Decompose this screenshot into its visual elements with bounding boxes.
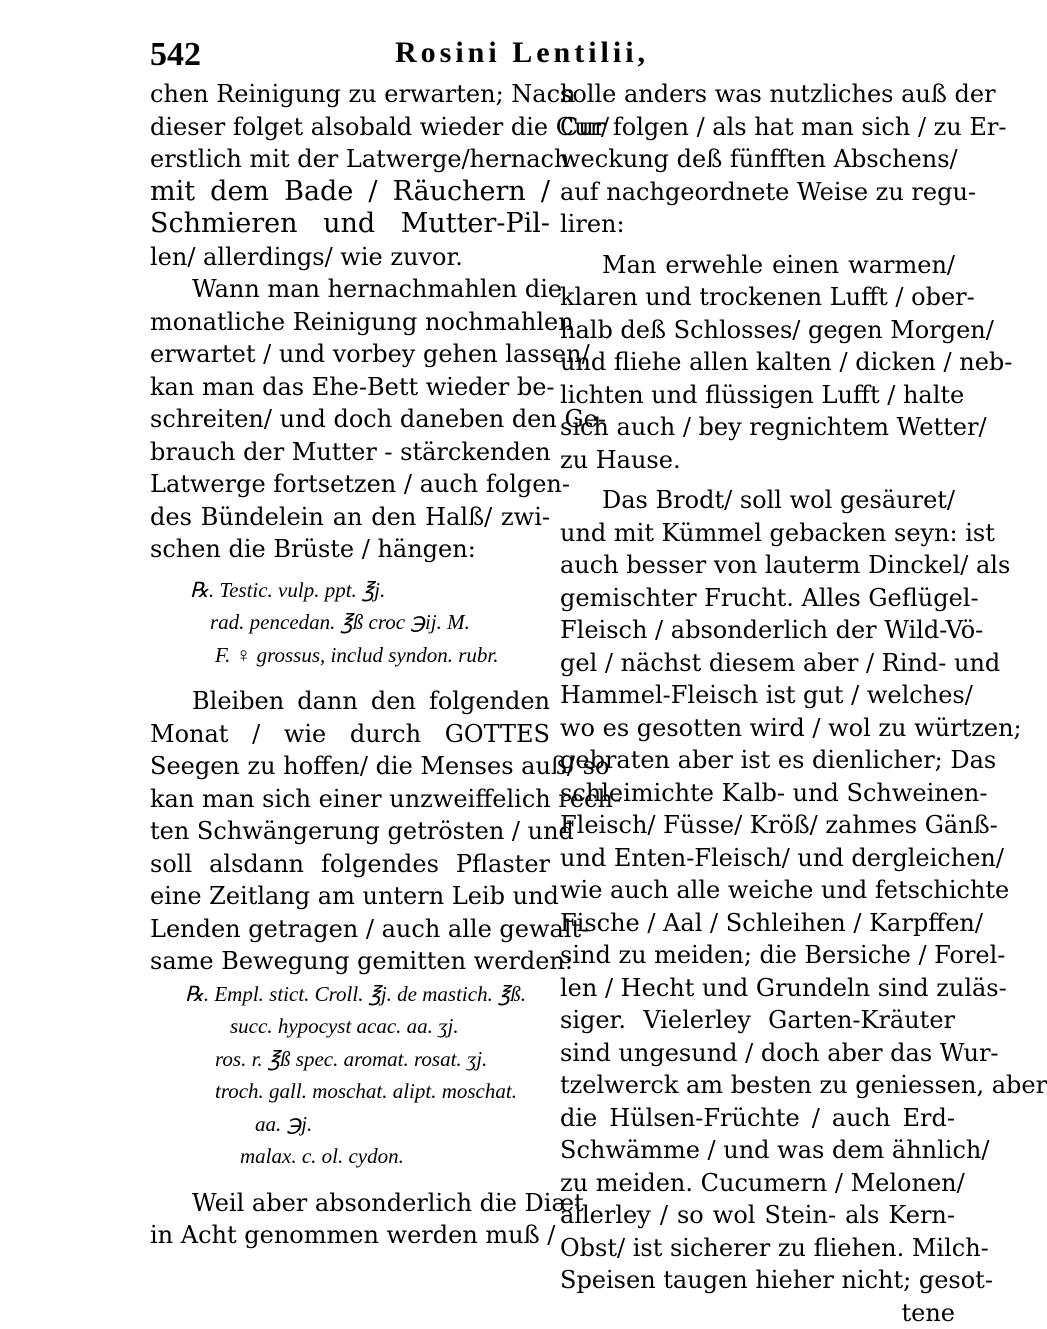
text-line: des Bündelein an den Halß/ zwi-	[150, 501, 550, 534]
text-line: chen Reinigung zu erwarten; Nach	[150, 78, 550, 111]
text-line: Schmieren und Mutter-Pil-	[150, 208, 550, 241]
page-header	[0, 28, 1000, 78]
text-line: Latwerge fortsetzen / auch folgen-	[150, 468, 550, 501]
text-line: erstlich mit der Latwerge/hernach	[150, 143, 550, 176]
text-line: in Acht genommen werden muß /	[150, 1219, 550, 1252]
text-line: und fliehe allen kalten / dicken / neb-	[560, 346, 955, 379]
text-line: dieser folget alsobald wieder die Cur/	[150, 111, 550, 144]
text-line: Monat / wie durch GOTTES	[150, 718, 550, 751]
text-line: tzelwerck am besten zu geniessen, aber	[560, 1069, 955, 1102]
text-line: sind zu meiden; die Bersiche / Forel-	[560, 939, 955, 972]
text-line: lichten und flüssigen Lufft / halte	[560, 379, 955, 412]
text-line: Seegen zu hoffen/ die Menses auß/ so	[150, 750, 550, 783]
text-line: same Bewegung gemitten werden:	[150, 945, 550, 978]
recipe-line: troch. gall. moschat. alipt. moschat.	[150, 1075, 550, 1108]
text-line: und Enten-Fleisch/ und dergleichen/	[560, 842, 955, 875]
text-line: Hammel-Fleisch ist gut / welches/	[560, 679, 955, 712]
text-line: kan man das Ehe-Bett wieder be-	[150, 371, 550, 404]
text-line: gemischter Frucht. Alles Geflügel-	[560, 582, 955, 615]
text-line: Fleisch/ Füsse/ Kröß/ zahmes Gänß-	[560, 809, 955, 842]
text-line: auch besser von lauterm Dinckel/ als	[560, 549, 955, 582]
recipe-line: succ. hypocyst acac. aa. ʒj.	[150, 1010, 550, 1043]
text-line: len/ allerdings/ wie zuvor.	[150, 241, 550, 274]
right-column	[560, 78, 955, 1329]
text-line: brauch der Mutter - stärckenden	[150, 436, 550, 469]
text-line: erwartet / und vorbey gehen lassen/	[150, 338, 550, 371]
page-number: 542	[150, 36, 201, 74]
text-line: sind ungesund / doch aber das Wur-	[560, 1037, 955, 1070]
text-line: die Hülsen-Früchte / auch Erd-	[560, 1102, 955, 1135]
text-line: Man erwehle einen warmen/	[560, 249, 955, 282]
text-line: weckung deß fünfften Abschens/	[560, 143, 955, 176]
text-line: schen die Brüste / hängen:	[150, 533, 550, 566]
recipe-line: aa. ℈j.	[150, 1108, 550, 1141]
text-line: kan man sich einer unzweiffelich rech-	[150, 783, 550, 816]
text-line: Das Brodt/ soll wol gesäuret/	[560, 484, 955, 517]
recipe-line: ros. r. ℥ß spec. aromat. rosat. ʒj.	[150, 1043, 550, 1076]
text-line: siger. Vielerley Garten-Kräuter	[560, 1004, 955, 1037]
text-line: gel / nächst diesem aber / Rind- und	[560, 647, 955, 680]
text-line: wo es gesotten wird / wol zu würtzen;	[560, 712, 955, 745]
text-line: eine Zeitlang am untern Leib und	[150, 880, 550, 913]
text-line: Lenden getragen / auch alle gewalt-	[150, 913, 550, 946]
text-line: Fische / Aal / Schleihen / Karpffen/	[560, 907, 955, 940]
text-line: Schwämme / und was dem ähnlich/	[560, 1134, 955, 1167]
text-line: Speisen taugen hieher nicht; gesot-	[560, 1264, 955, 1297]
text-line: halb deß Schlosses/ gegen Morgen/	[560, 314, 955, 347]
text-line: und mit Kümmel gebacken seyn: ist	[560, 517, 955, 550]
recipe-line: malax. c. ol. cydon.	[150, 1140, 550, 1173]
text-line: zu Hause.	[560, 444, 955, 477]
text-line: schreiten/ und doch daneben den Ge-	[150, 403, 550, 436]
text-line: mit dem Bade / Räuchern /	[150, 176, 550, 209]
text-line: sich auch / bey regnichtem Wetter/	[560, 411, 955, 444]
recipe-line: ℞. Testic. vulp. ppt. ℥j.	[150, 574, 550, 607]
text-line: schleimichte Kalb- und Schweinen-	[560, 777, 955, 810]
text-line: klaren und trockenen Lufft / ober-	[560, 281, 955, 314]
text-line: ten Schwängerung getrösten / und	[150, 815, 550, 848]
text-line: wie auch alle weiche und fetschichte	[560, 874, 955, 907]
text-line: liren:	[560, 208, 955, 241]
text-line: solle anders was nutzliches auß der	[560, 78, 955, 111]
text-line: monatliche Reinigung nochmahlen	[150, 306, 550, 339]
text-line: auf nachgeordnete Weise zu regu-	[560, 176, 955, 209]
text-line: Obst/ ist sicherer zu fliehen. Milch-	[560, 1232, 955, 1265]
text-line: gebraten aber ist es dienlicher; Das	[560, 744, 955, 777]
text-line: Bleiben dann den folgenden	[150, 685, 550, 718]
text-line: zu meiden. Cucumern / Melonen/	[560, 1167, 955, 1200]
left-column	[150, 78, 550, 1252]
text-line: Weil aber absonderlich die Diæt	[150, 1187, 550, 1220]
recipe-line: ℞. Empl. stict. Croll. ℥j. de mastich. ℥ß.	[150, 978, 550, 1011]
running-title: Rosini Lentilii,	[395, 36, 649, 70]
text-line: Fleisch / absonderlich der Wild-Vö-	[560, 614, 955, 647]
text-line: soll alsdann folgendes Pflaster	[150, 848, 550, 881]
recipe-line: F. ♀ grossus, includ syndon. rubr.	[150, 639, 550, 672]
text-line: Cur folgen / als hat man sich / zu Er-	[560, 111, 955, 144]
catchword: tene	[560, 1297, 955, 1329]
text-line: len / Hecht und Grundeln sind zuläs-	[560, 972, 955, 1005]
recipe-line: rad. pencedan. ℥ß croc ℈ij. M.	[150, 606, 550, 639]
text-line: allerley / so wol Stein- als Kern-	[560, 1199, 955, 1232]
text-line: Wann man hernachmahlen die	[150, 273, 550, 306]
